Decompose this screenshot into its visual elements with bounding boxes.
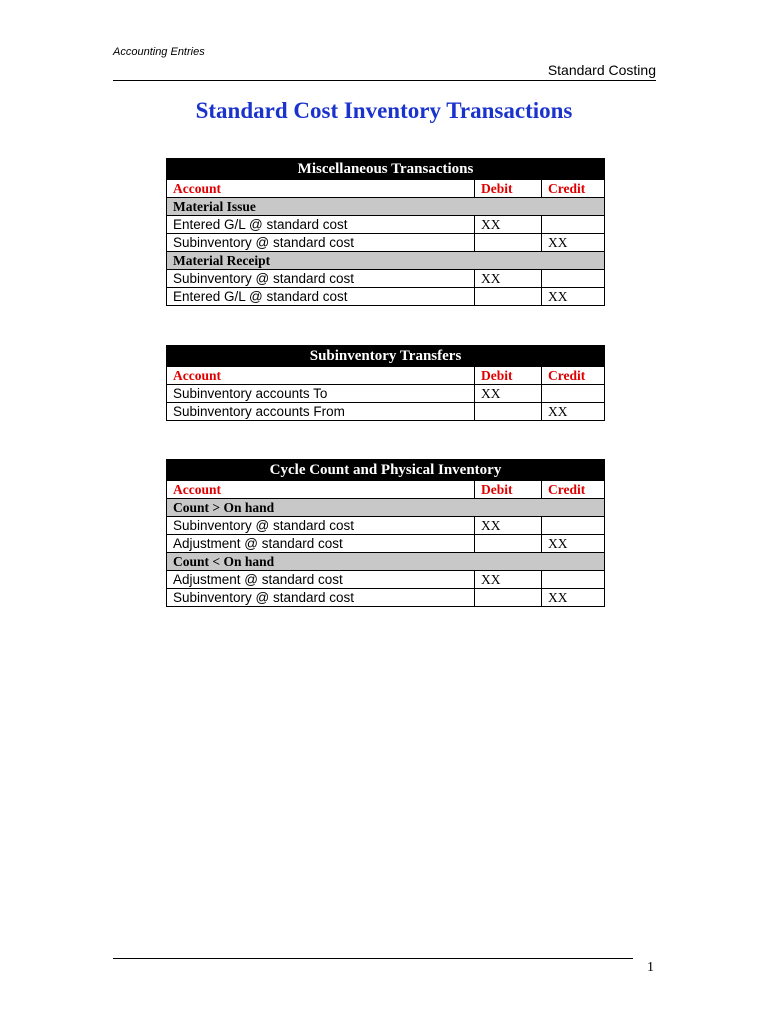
credit-cell: XX [542, 403, 605, 421]
account-cell: Adjustment @ standard cost [167, 571, 475, 589]
table-title: Subinventory Transfers [167, 346, 605, 367]
credit-cell: XX [542, 535, 605, 553]
group-label: Material Receipt [167, 252, 605, 270]
table-row [167, 517, 605, 535]
debit-cell: XX [475, 571, 542, 589]
credit-cell [542, 270, 605, 288]
misc-transactions-table [166, 158, 605, 306]
account-cell: Subinventory @ standard cost [167, 234, 475, 252]
account-cell: Subinventory accounts From [167, 403, 475, 421]
debit-cell [475, 589, 542, 607]
table-row [167, 288, 605, 306]
column-header-debit: Debit [475, 367, 542, 385]
credit-cell [542, 385, 605, 403]
credit-cell [542, 571, 605, 589]
subinventory-transfers-table [166, 345, 605, 421]
cycle-count-table [166, 459, 605, 607]
table-row [167, 270, 605, 288]
page-number: 1 [647, 960, 654, 975]
column-header-account: Account [167, 367, 475, 385]
page-title: Standard Cost Inventory Transactions [195, 98, 573, 123]
account-cell: Adjustment @ standard cost [167, 535, 475, 553]
running-header-right: Standard Costing [547, 62, 656, 78]
group-label: Material Issue [167, 198, 605, 216]
table-row [167, 403, 605, 421]
header-rule [113, 80, 656, 81]
debit-cell [475, 234, 542, 252]
debit-cell [475, 535, 542, 553]
table-row [167, 589, 605, 607]
column-header-debit: Debit [475, 180, 542, 198]
table-title: Miscellaneous Transactions [167, 159, 605, 180]
debit-cell: XX [475, 517, 542, 535]
credit-cell: XX [542, 234, 605, 252]
column-header-account: Account [167, 481, 475, 499]
column-header-credit: Credit [542, 180, 605, 198]
credit-cell [542, 216, 605, 234]
column-header-credit: Credit [542, 367, 605, 385]
account-cell: Entered G/L @ standard cost [167, 288, 475, 306]
group-label: Count < On hand [167, 553, 605, 571]
account-cell: Subinventory accounts To [167, 385, 475, 403]
credit-cell: XX [542, 589, 605, 607]
column-header-credit: Credit [542, 481, 605, 499]
debit-cell: XX [475, 216, 542, 234]
account-cell: Subinventory @ standard cost [167, 270, 475, 288]
table-row [167, 216, 605, 234]
debit-cell: XX [475, 270, 542, 288]
table-row [167, 535, 605, 553]
column-header-debit: Debit [475, 481, 542, 499]
debit-cell: XX [475, 385, 542, 403]
table-title: Cycle Count and Physical Inventory [167, 460, 605, 481]
table-row [167, 385, 605, 403]
debit-cell [475, 403, 542, 421]
footer-rule [113, 958, 633, 959]
credit-cell: XX [542, 288, 605, 306]
group-label: Count > On hand [167, 499, 605, 517]
credit-cell [542, 517, 605, 535]
table-row [167, 234, 605, 252]
table-row [167, 571, 605, 589]
debit-cell [475, 288, 542, 306]
account-cell: Subinventory @ standard cost [167, 589, 475, 607]
running-header-left: Accounting Entries [113, 46, 205, 58]
account-cell: Entered G/L @ standard cost [167, 216, 475, 234]
column-header-account: Account [167, 180, 475, 198]
account-cell: Subinventory @ standard cost [167, 517, 475, 535]
